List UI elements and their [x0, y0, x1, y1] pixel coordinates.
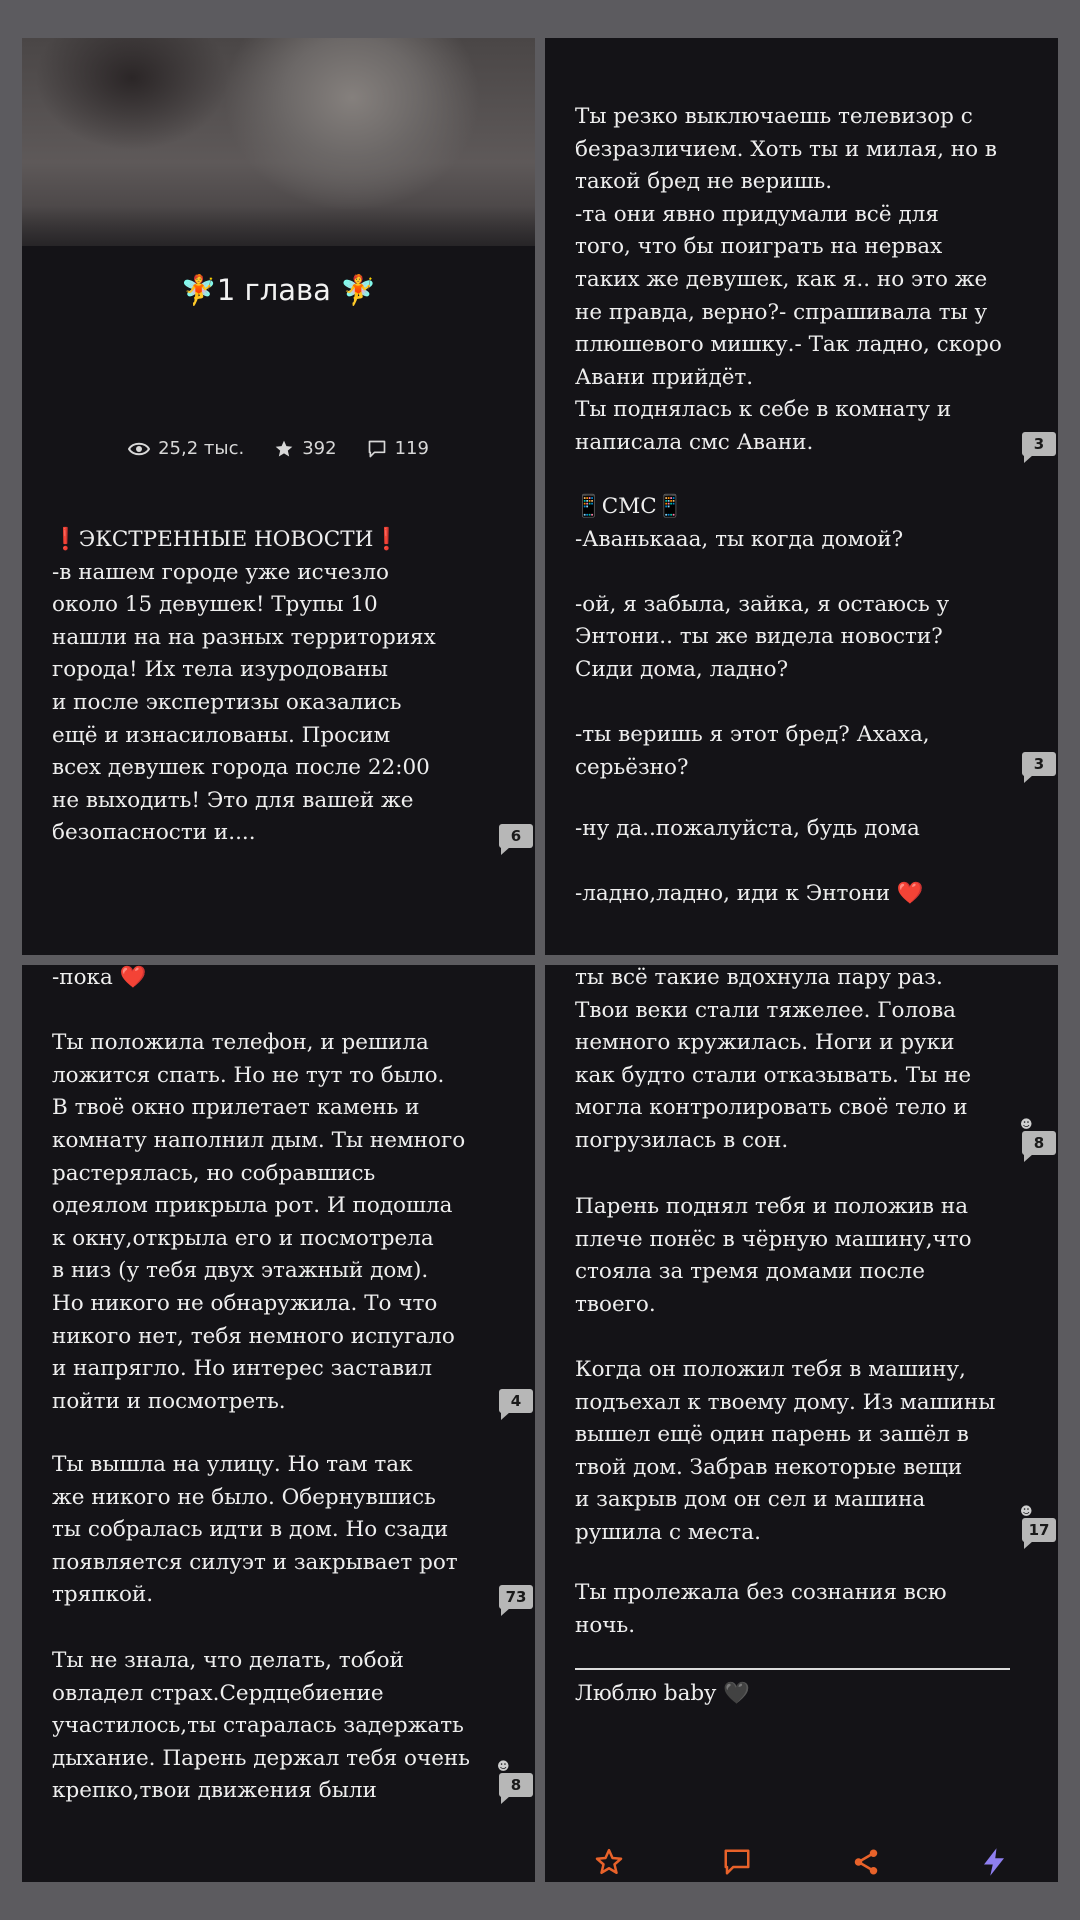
comments-count: 119: [394, 438, 429, 459]
story-paragraph: Парень поднял тебя и положив на плече понёс в чёрную машину,что стояла за тремя домами после твоего. Когда он положил тебя в машину, подъехал к твоему дому. Из машины вышел ещё один парень и зашёл в твой дом. Забрав некоторые вещи и закрыв дом он сел и машина рушила с места.: [575, 1194, 996, 1545]
story-paragraph: ты всё такие вдохнула пару раз. Твои веки стали тяжелее. Голова немного кружилась. Ноги и руки как будто стали отказывать. Ты не могла контролировать своё тело и погрузилась в сон.: [575, 965, 972, 1153]
inline-comment-badge[interactable]: [497, 1759, 533, 1797]
views-count: 25,2 тыс.: [158, 438, 245, 459]
comment-icon: [722, 1847, 752, 1877]
author-note: Люблю baby 🖤: [575, 1681, 750, 1706]
smile-icon: ☻: [1020, 1504, 1033, 1518]
lightning-icon: [979, 1847, 1009, 1877]
smile-icon: ☻: [497, 1759, 510, 1773]
smile-icon: ☻: [1020, 1117, 1033, 1131]
boost-button[interactable]: [972, 1840, 1016, 1882]
stars-count: 392: [302, 438, 337, 459]
inline-comment-badge[interactable]: [1020, 1504, 1056, 1542]
story-paragraph: -пока ❤️ Ты положила телефон, и решила ложится спать. Но не тут то было. В твоё окно прилетает камень и комнату наполнил дым. Ты немного растерялась, но собравшись одеялом прикрыла рот. И подошла к окну,открыла его и посмотрела в низ (у тебя двух этажный дом). Но никого не обнаружила. То что никого нет, тебя немного испугало и напрягло. Но интерес заставил пойти и посмотреть.: [52, 965, 466, 1414]
story-page-1: [22, 38, 535, 955]
share-icon: [851, 1847, 881, 1877]
comments-stat: [367, 438, 429, 459]
story-page-3: [22, 965, 535, 1882]
story-page-2: [545, 38, 1058, 955]
eye-icon: [128, 441, 150, 457]
badge-count: 17: [1028, 1521, 1050, 1539]
chapter-action-bar: [545, 1840, 1058, 1882]
comment-icon: [367, 439, 387, 459]
badge-count: 8: [510, 1776, 522, 1794]
inline-comment-badge[interactable]: [1020, 1117, 1056, 1155]
sms-paragraph: 📱СМС📱 -Аванькааа, ты когда домой? -ой, я забыла, зайка, я остаюсь у Энтони.. ты же видела новости? Сиди дома, ладно? -ты веришь я этот бред? Ахаха, серьёзно?: [575, 494, 950, 780]
story-paragraph: -ну да..пожалуйста, будь дома -ладно,ладно, иди к Энтони ❤️: [575, 816, 924, 907]
comment-button[interactable]: [715, 1840, 759, 1882]
share-button[interactable]: [844, 1840, 888, 1882]
story-paragraph: Ты пролежала без сознания всю ночь.: [575, 1580, 947, 1638]
stars-stat: [274, 438, 336, 459]
badge-count: 8: [1033, 1134, 1045, 1152]
chapter-title: [22, 273, 535, 308]
chapter-stats: [22, 438, 535, 459]
inline-comment-badge[interactable]: 3: [1022, 432, 1056, 456]
fairy-emoji-icon: 🧚: [180, 273, 217, 307]
story-paragraph: Ты вышла на улицу. Но там так же никого не было. Обернувшись ты собралась идти в дом. Но сзади появляется силуэт и закрывает рот тряпкой.: [52, 1452, 458, 1608]
inline-comment-badge[interactable]: 6: [499, 824, 533, 848]
chapter-cover-image: [22, 38, 535, 246]
views-stat: [128, 438, 244, 459]
inline-comment-badge[interactable]: 3: [1022, 752, 1056, 776]
inline-comment-badge[interactable]: 73: [499, 1585, 533, 1609]
story-paragraph: Ты не знала, что делать, тобой овладел страх.Сердцебиение участилось,ты старалась задержать дыхание. Парень держал тебя очень крепко,твои движения были: [52, 1648, 470, 1804]
chapter-title-text: 1 глава: [216, 273, 331, 307]
story-page-4: [545, 965, 1058, 1882]
star-icon: [594, 1847, 624, 1877]
story-paragraph: Ты резко выключаешь телевизор с безразличием. Хоть ты и милая, но в такой бред не веришь. -та они явно придумали всё для того, что бы поиграть на нервах таких же девушек, как я.. но это же не правда, верно?- спрашивала ты у плюшевого мишку.- Так ладно, скоро Авани прийдёт. Ты поднялась к себе в комнату и написала смс Авани.: [575, 104, 1002, 455]
news-paragraph: ❗ЭКСТРЕННЫЕ НОВОСТИ❗ -в нашем городе уже исчезло около 15 девушек! Трупы 10 нашли на на разных территориях города! Их тела изуродованы и после экспертизы оказались ещё и изнасилованы. Просим всех девушек города после 22:00 не выходить! Это для вашей же безопасности и....: [52, 527, 436, 846]
fairy-emoji-icon: 🧚: [330, 273, 377, 307]
vote-button[interactable]: [587, 1840, 631, 1882]
divider: [575, 1668, 1010, 1670]
inline-comment-badge[interactable]: 4: [499, 1389, 533, 1413]
star-icon: [274, 439, 294, 459]
